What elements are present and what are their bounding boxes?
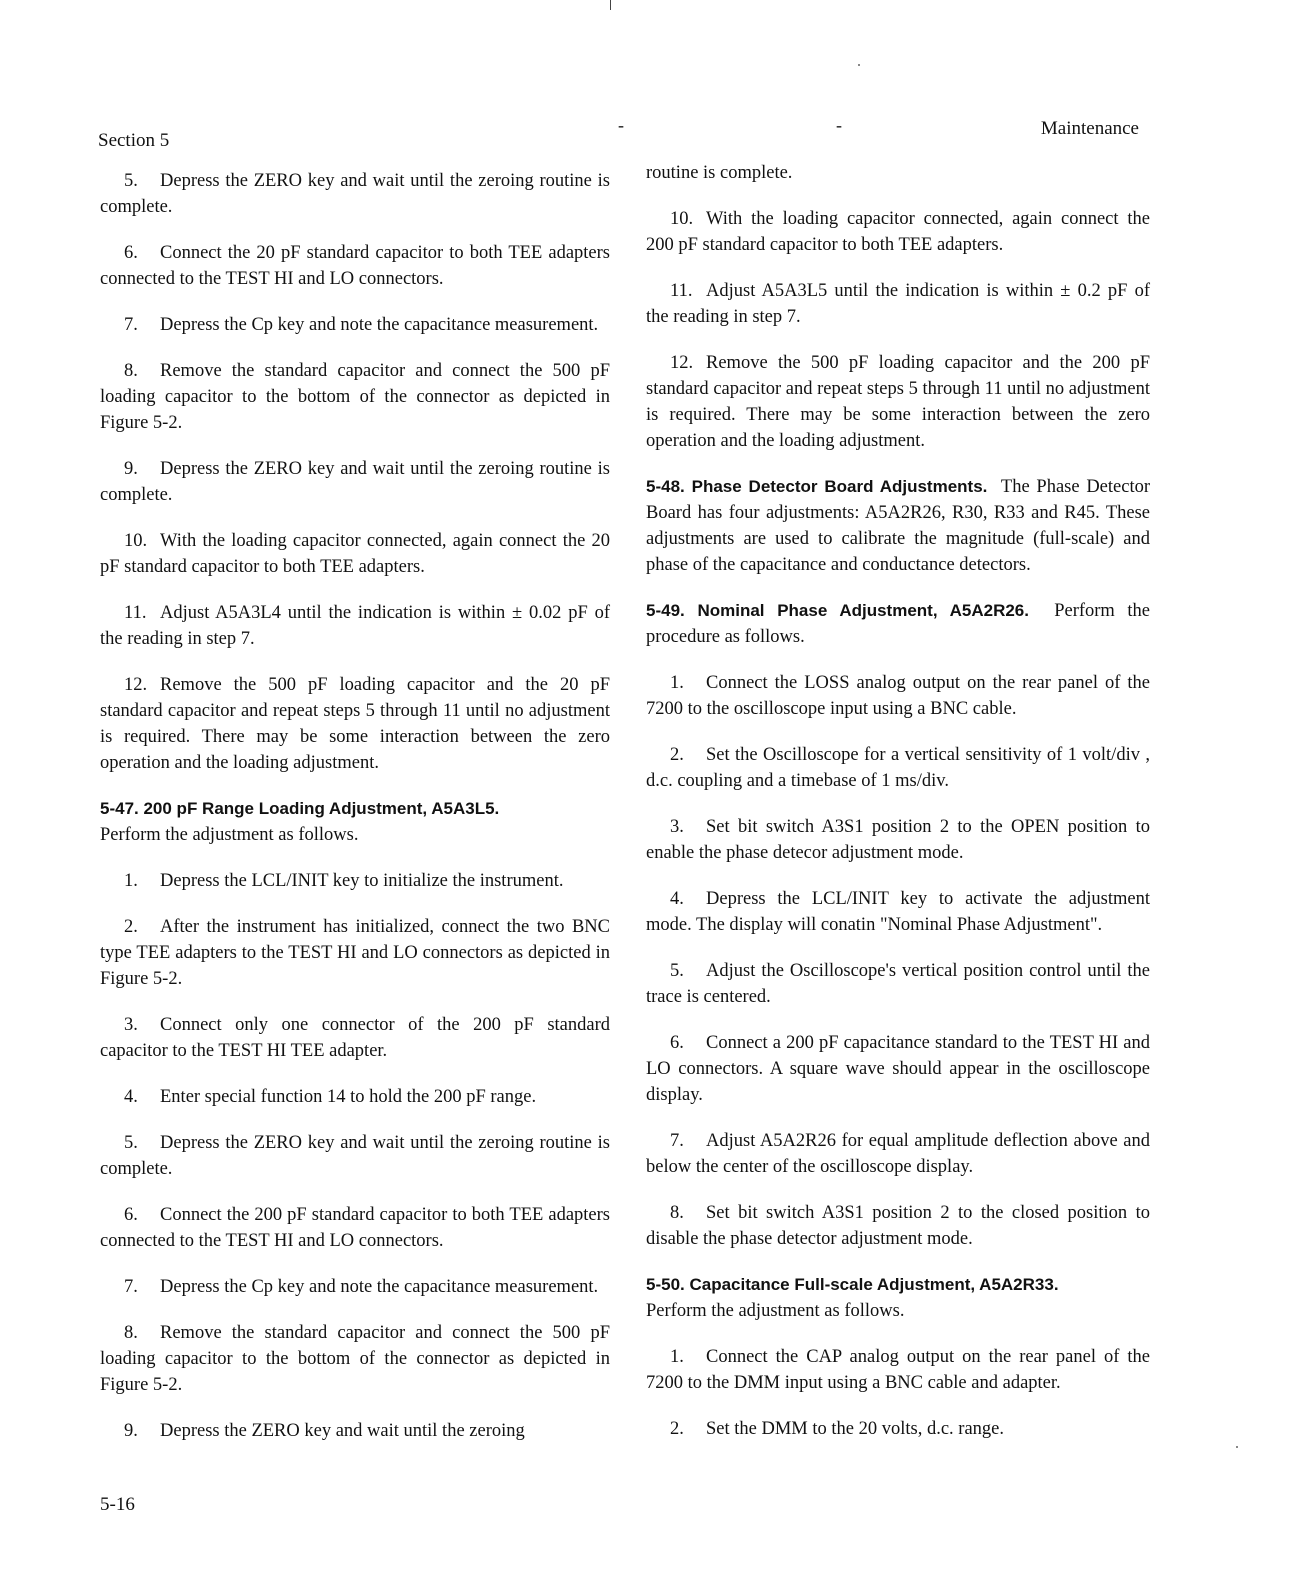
section-5-49: 5-49. Nominal Phase Adjustment, A5A2R26. Perform the procedure as follows. bbox=[646, 601, 1151, 647]
step-item: 2. Set the DMM to the 20 volts, d.c. range. bbox=[670, 1419, 1005, 1439]
left-column bbox=[100, 168, 610, 1464]
section-label: Section 5 bbox=[98, 130, 170, 151]
step-item: 12. Remove the 500 pF loading capacitor and the 200 pF standard capacitor and repeat steps 5 through 11 until no adjustment is required. There may be some interaction between the zero operation and the loading adjustment. bbox=[646, 353, 1150, 451]
step-item: 6. Connect a 200 pF capacitance standard to the TEST HI and LO connectors. A square wave should appear in the oscilloscope display. bbox=[646, 1033, 1150, 1105]
step-item: 4. Depress the LCL/INIT key to activate the adjustment mode. The display will conatin "Nominal Phase Adjustment". bbox=[646, 889, 1150, 935]
step-item: 12. Remove the 500 pF loading capacitor and the 20 pF standard capacitor and repeat steps 5 through 11 until no adjustment is required. There may be some interaction between the zero operation and the loading adjustment. bbox=[100, 675, 610, 773]
step-item: 3. Connect only one connector of the 200 pF standard capacitor to the TEST HI TEE adapter. bbox=[100, 1015, 610, 1061]
scan-speck bbox=[858, 64, 860, 66]
section-heading: 5-49. Nominal Phase Adjustment, A5A2R26. bbox=[646, 601, 1029, 620]
section-5-47: 5-47. 200 pF Range Loading Adjustment, A5A3L5. Perform the adjustment as follows. bbox=[100, 799, 500, 845]
step-item: 9. Depress the ZERO key and wait until the zeroing routine is complete. bbox=[100, 459, 610, 505]
section-5-48: 5-48. Phase Detector Board Adjustments. The Phase Detector Board has four adjustments: A5A2R26, R30, R33 and R45. These adjustments are used to calibrate the magnitude (full-scale) and phase of the capacitance and conductance detectors. bbox=[646, 477, 1151, 575]
step-item: 2. After the instrument has initialized, connect the two BNC type TEE adapters to the TEST HI and LO connectors as depicted in Figure 5-2. bbox=[100, 917, 610, 989]
section-heading: 5-47. 200 pF Range Loading Adjustment, A5A3L5. bbox=[100, 799, 500, 818]
chapter-title: Maintenance bbox=[1040, 118, 1139, 139]
step-item: 5. Depress the ZERO key and wait until the zeroing routine is complete. bbox=[100, 1133, 610, 1179]
step-item: 8. Set bit switch A3S1 position 2 to the closed position to disable the phase detector adjustment mode. bbox=[646, 1203, 1150, 1249]
step-item: 6. Connect the 20 pF standard capacitor to both TEE adapters connected to the TEST HI and LO connectors. bbox=[100, 243, 610, 289]
step-item: 2. Set the Oscilloscope for a vertical sensitivity of 1 volt/div , d.c. coupling and a timebase of 1 ms/div. bbox=[646, 745, 1150, 791]
section-heading: 5-48. Phase Detector Board Adjustments. bbox=[646, 477, 988, 496]
step-item: 9. Depress the ZERO key and wait until the zeroing bbox=[124, 1421, 525, 1441]
step-item: 5. Adjust the Oscilloscope's vertical position control until the trace is centered. bbox=[646, 961, 1150, 1007]
right-column bbox=[646, 160, 1150, 1462]
step-item: 5. Depress the ZERO key and wait until the zeroing routine is complete. bbox=[100, 171, 610, 217]
continued-text: routine is complete. bbox=[646, 163, 793, 183]
step-item: 7. Depress the Cp key and note the capacitance measurement. bbox=[124, 1277, 599, 1297]
step-item: 11. Adjust A5A3L5 until the indication is within ± 0.2 pF of the reading in step 7. bbox=[646, 281, 1150, 327]
step-item: 4. Enter special function 14 to hold the 200 pF range. bbox=[124, 1087, 537, 1107]
step-item: 8. Remove the standard capacitor and connect the 500 pF loading capacitor to the bottom of the connector as depicted in Figure 5-2. bbox=[100, 361, 610, 433]
step-item: 7. Depress the Cp key and note the capacitance measurement. bbox=[124, 315, 599, 335]
scan-speck bbox=[1236, 1446, 1238, 1448]
section-heading: 5-50. Capacitance Full-scale Adjustment, A5A2R33. bbox=[646, 1275, 1059, 1294]
step-item: 1. Connect the LOSS analog output on the rear panel of the 7200 to the oscilloscope input using a BNC cable. bbox=[646, 673, 1150, 719]
header-dash-left: - bbox=[618, 115, 624, 135]
step-item: 11. Adjust A5A3L4 until the indication is within ± 0.02 pF of the reading in step 7. bbox=[100, 603, 610, 649]
scan-mark bbox=[610, 0, 611, 10]
page-number: 5-16 bbox=[100, 1494, 135, 1515]
step-item: 7. Adjust A5A2R26 for equal amplitude deflection above and below the center of the oscilloscope display. bbox=[646, 1131, 1150, 1177]
step-item: 8. Remove the standard capacitor and connect the 500 pF loading capacitor to the bottom of the connector as depicted in Figure 5-2. bbox=[100, 1323, 610, 1395]
step-item: 6. Connect the 200 pF standard capacitor to both TEE adapters connected to the TEST HI and LO connectors. bbox=[100, 1205, 610, 1251]
step-item: 1. Depress the LCL/INIT key to initialize the instrument. bbox=[124, 871, 564, 891]
step-item: 3. Set bit switch A3S1 position 2 to the OPEN position to enable the phase detecor adjustment mode. bbox=[646, 817, 1150, 863]
step-item: 10. With the loading capacitor connected, again connect the 20 pF standard capacitor to both TEE adapters. bbox=[100, 531, 610, 577]
step-item: 10. With the loading capacitor connected, again connect the 200 pF standard capacitor to both TEE adapters. bbox=[646, 209, 1150, 255]
section-5-50: 5-50. Capacitance Full-scale Adjustment, A5A2R33. Perform the adjustment as follows. bbox=[646, 1275, 1059, 1321]
header-dash-right: - bbox=[836, 115, 842, 135]
step-item: 1. Connect the CAP analog output on the rear panel of the 7200 to the DMM input using a BNC cable and adapter. bbox=[646, 1347, 1150, 1393]
